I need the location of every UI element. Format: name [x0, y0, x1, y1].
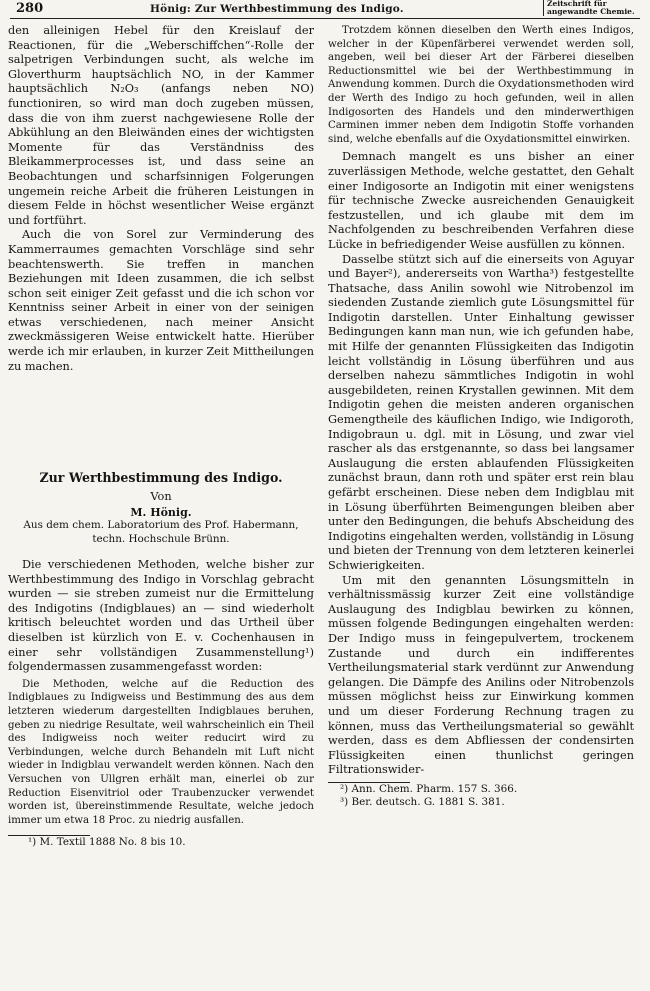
journal-name: [543, 0, 650, 16]
quote-paragraph: Die Methoden, welche auf die Reduction des Indigblaues zu Indigweiss und Bestimmung des aus dem letzteren wiederum dargestellten Indigblaues beruhen, geben zu niedrige Resultate, weil wahrscheinlich ein Theil des Indigweiss noch weiter reducirt wird zu Verbindungen, welche durch Behandeln mit Luft nicht wieder in Indigblau verwandelt werden können. Nach den Versuchen von Ullgren erhält man, einerlei ob zur Reduction Eisenvitriol oder Traubenzucker verwendet worden ist, übereinstimmende Resultate, welche jedoch immer um etwa 18 Proc. zu niedrig ausfallen.: [8, 678, 314, 826]
footnote-3: ³) Ber. deutsch. G. 1881 S. 381.: [340, 795, 505, 808]
journal-line-2: angewandte Chemie.: [547, 7, 635, 16]
page-header: [10, 0, 640, 19]
left-column: [8, 24, 314, 984]
page-number: 280: [16, 1, 44, 16]
article-title: Zur Werthbestimmung des Indigo.: [39, 470, 283, 486]
running-title: Hönig: Zur Werthbestimmung des Indigo.: [150, 3, 404, 15]
sorel-paragraph: Auch die von Sorel zur Verminderung des Kammerraumes gemachten Vorschläge sind sehr beachtenswerth. Sie treffen in manchen Beziehungen mit Ideen zusammen, die ich selbst schon seit einiger Zeit gefasst und die ich schon vor Kenntniss seiner Arbeit in einer von der seinigen etwas verschiedenen, nach meiner Ansicht zweckmässigeren Weise entwickelt hatte. Hierüber werde ich mir erlauben, in kurzer Zeit Mittheilungen zu machen.: [8, 228, 314, 373]
intro-paragraph: Die verschiedenen Methoden, welche bisher zur Werthbestimmung des Indigo in Vorschlag gebracht wurden — sie streben zumeist nur die Ermittelung des Indigotins (Indigblaues) an — sind wiederholt kritisch beleuchtet worden und das Urtheil über dieselben ist kürzlich von E. v. Cochenhausen in einer sehr vollständigen Zusammenstellung¹) folgendermassen zusammengefasst worden:: [8, 558, 314, 674]
author-name: M. Hönig.: [130, 506, 192, 520]
dasselbe-paragraph: Dasselbe stützt sich auf die einerseits von Aguyar und Bayer²), andererseits von Wartha³) festgestellte Thatsache, dass Anilin sowohl wie Nitrobenzol im siedenden Zustande ziemlich gute Lösungsmittel für Indigotin darstellen. Unter Einhaltung gewisser Bedingungen kann man nun, wie ich gefunden habe, mit Hilfe der genannten Flüssigkeiten das Indigotin leicht vollständig in Lösung überführen und aus derselben nahezu sämmtliches Indigotin in wohl ausgebildeten, reinen Krystallen gewinnen. Mit dem Indigotin gehen die meisten anderen organischen Gemengtheile des käuflichen Indigo, wie Indigoroth, Indigobraun u. dgl. mit in Lösung, und zwar viel rascher als das erstgenannte, so dass bei langsamer Auslaugung die ersten ablaufenden Flüssigkeiten zunächst braun, dann roth und später erst rein blau gefärbt erscheinen. Diese neben dem Indigblau mit in Lösung überführten Beimengungen bleiben aber unter den Bedingungen, die behufs Abscheidung des Indigotins eingehalten werden, vollständig in Lösung und bieten der Trennung von dem letzteren keinerlei Schwierigkeiten.: [328, 252, 634, 572]
continuation-paragraph: den alleinigen Hebel für den Kreislauf der Reactionen, für die „Weberschiffchen“-Rolle der salpetrigen Verbindungen sucht, als welche im Gloverthurm hauptsächlich NO, in der Kammer hauptsächlich N₂O₃ (anfangs neben NO) functioniren, so wird man doch zugeben müssen, dass die von ihm zuerst nachgewiesene Rolle der Abkühlung an den Bleiwänden eines der wichtigsten Momente für das Verständniss des Bleikammerprocesses ist, und dass seine an Beobachtungen und scharfsinnigen Folgerungen ungemein reiche Arbeit die früheren Leistungen in diesem Felde in höchst wesentlicher Weise ergänzt und fortführt.: [8, 24, 314, 227]
footnote-2: ²) Ann. Chem. Pharm. 157 S. 366.: [340, 782, 518, 795]
quote-continuation: Trotzdem können dieselben den Werth eines Indigos, welcher in der Küpenfärberei verwendet werden soll, angeben, weil bei dieser Art der Färberei dieselben Reductionsmittel wie bei der Werthbestimmung in Anwendung kommen. Durch die Oxydationsmethoden wird der Werth des Indigo zu hoch gefunden, weil in allen Indigosorten des Handels und den minderwerthigen Carminen immer neben dem Indigotin Stoffe vorhanden sind, welche ebenfalls auf die Oxydationsmittel einwirken.: [328, 25, 634, 145]
author-von: Von: [150, 490, 172, 504]
um-paragraph: Um mit den genannten Lösungsmitteln in verhältnissmässig kurzer Zeit eine vollständige Auslaugung des Indigblau bewirken zu können, müssen folgende Bedingungen eingehalten werden: Der Indigo muss in feingepulvertem, trockenem Zustande und durch ein indifferentes Vertheilungsmaterial stark verdünnt zur Anwendung gelangen. Die Dämpfe des Anilins oder Nitrobenzols müssen möglichst heiss zur Einwirkung kommen und um dieser Forderung Rechnung tragen zu können, muss das Vertheilungsmaterial so gewählt werden, dass es dem Abfliessen der condensirten Flüssigkeiten einen thunlichst geringen Filtrationswider-: [328, 573, 634, 777]
journal-line-1: Zeitschrift für: [547, 0, 607, 8]
right-column: [328, 24, 634, 984]
footnote-1: ¹) M. Textil 1888 No. 8 bis 10.: [28, 836, 186, 849]
affiliation: Aus dem chem. Laboratorium des Prof. Habermann, techn. Hochschule Brünn.: [23, 519, 299, 545]
demnach-paragraph: Demnach mangelt es uns bisher an einer zuverlässigen Methode, welche gestattet, den Gehalt einer Indigosorte an Indigotin mit einer wenigstens für technische Zwecke ausreichenden Genauigkeit festzustellen, und ich glaube mit dem im Nachfolgenden zu beschreibenden Verfahren diese Lücke in befriedigender Weise ausfüllen zu können.: [328, 150, 634, 251]
